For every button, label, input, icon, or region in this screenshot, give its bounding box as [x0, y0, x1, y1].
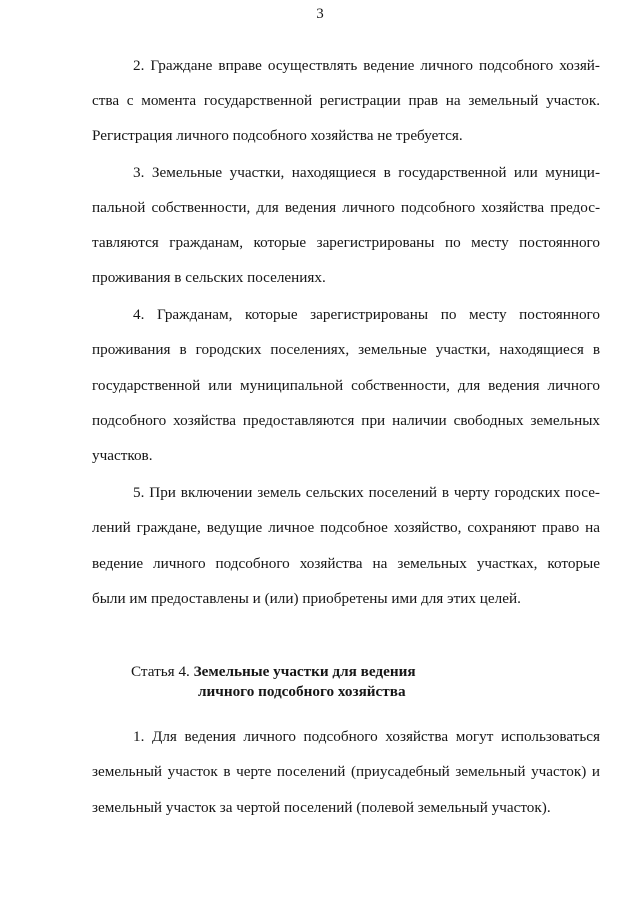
article-number: Статья 4.: [131, 663, 190, 680]
article-heading-line-1: [131, 662, 416, 682]
paragraph-line: земельный участок в черте поселений (приусадебный земельный участок) и: [92, 763, 600, 780]
paragraph-line: тавляются гражданам, которые зарегистрированы по месту постоянного: [92, 234, 600, 251]
article-title-line-1: Земельные участки для ведения: [193, 663, 416, 680]
paragraph-line: земельный участок за чертой поселений (полевой земельный участок).: [92, 799, 551, 816]
paragraph-line: Регистрация личного подсобного хозяйства не требуется.: [92, 127, 463, 144]
paragraph-line: участков.: [92, 447, 153, 464]
paragraph-line: были им предоставлены и (или) приобретены ими для этих целей.: [92, 590, 521, 607]
page-number: 3: [316, 6, 324, 22]
paragraph-line: 2. Граждане вправе осуществлять ведение личного подсобного хозяй-: [133, 57, 600, 74]
paragraph-line: проживания в городских поселениях, земельные участки, находящиеся в: [92, 341, 600, 358]
paragraph-line: 3. Земельные участки, находящиеся в государственной или муници-: [133, 164, 600, 181]
paragraph-line: лений граждане, ведущие личное подсобное хозяйство, сохраняют право на: [92, 519, 600, 536]
paragraph-line: государственной или муниципальной собственности, для ведения личного: [92, 377, 600, 394]
paragraph-line: 5. При включении земель сельских поселений в черту городских посе-: [133, 484, 600, 501]
paragraph-line: ведение личного подсобного хозяйства на земельных участках, которые: [92, 555, 600, 572]
paragraph-line: 4. Гражданам, которые зарегистрированы по месту постоянного: [133, 306, 600, 323]
paragraph-line: проживания в сельских поселениях.: [92, 269, 326, 286]
paragraph-line: ства с момента государственной регистрации прав на земельный участок.: [92, 92, 600, 109]
paragraph-line: 1. Для ведения личного подсобного хозяйства могут использоваться: [133, 728, 600, 745]
paragraph-line: подсобного хозяйства предоставляются при наличии свободных земельных: [92, 412, 600, 429]
paragraph-line: пальной собственности, для ведения личного подсобного хозяйства предос-: [92, 199, 600, 216]
article-title-line-2: личного подсобного хозяйства: [198, 683, 406, 700]
